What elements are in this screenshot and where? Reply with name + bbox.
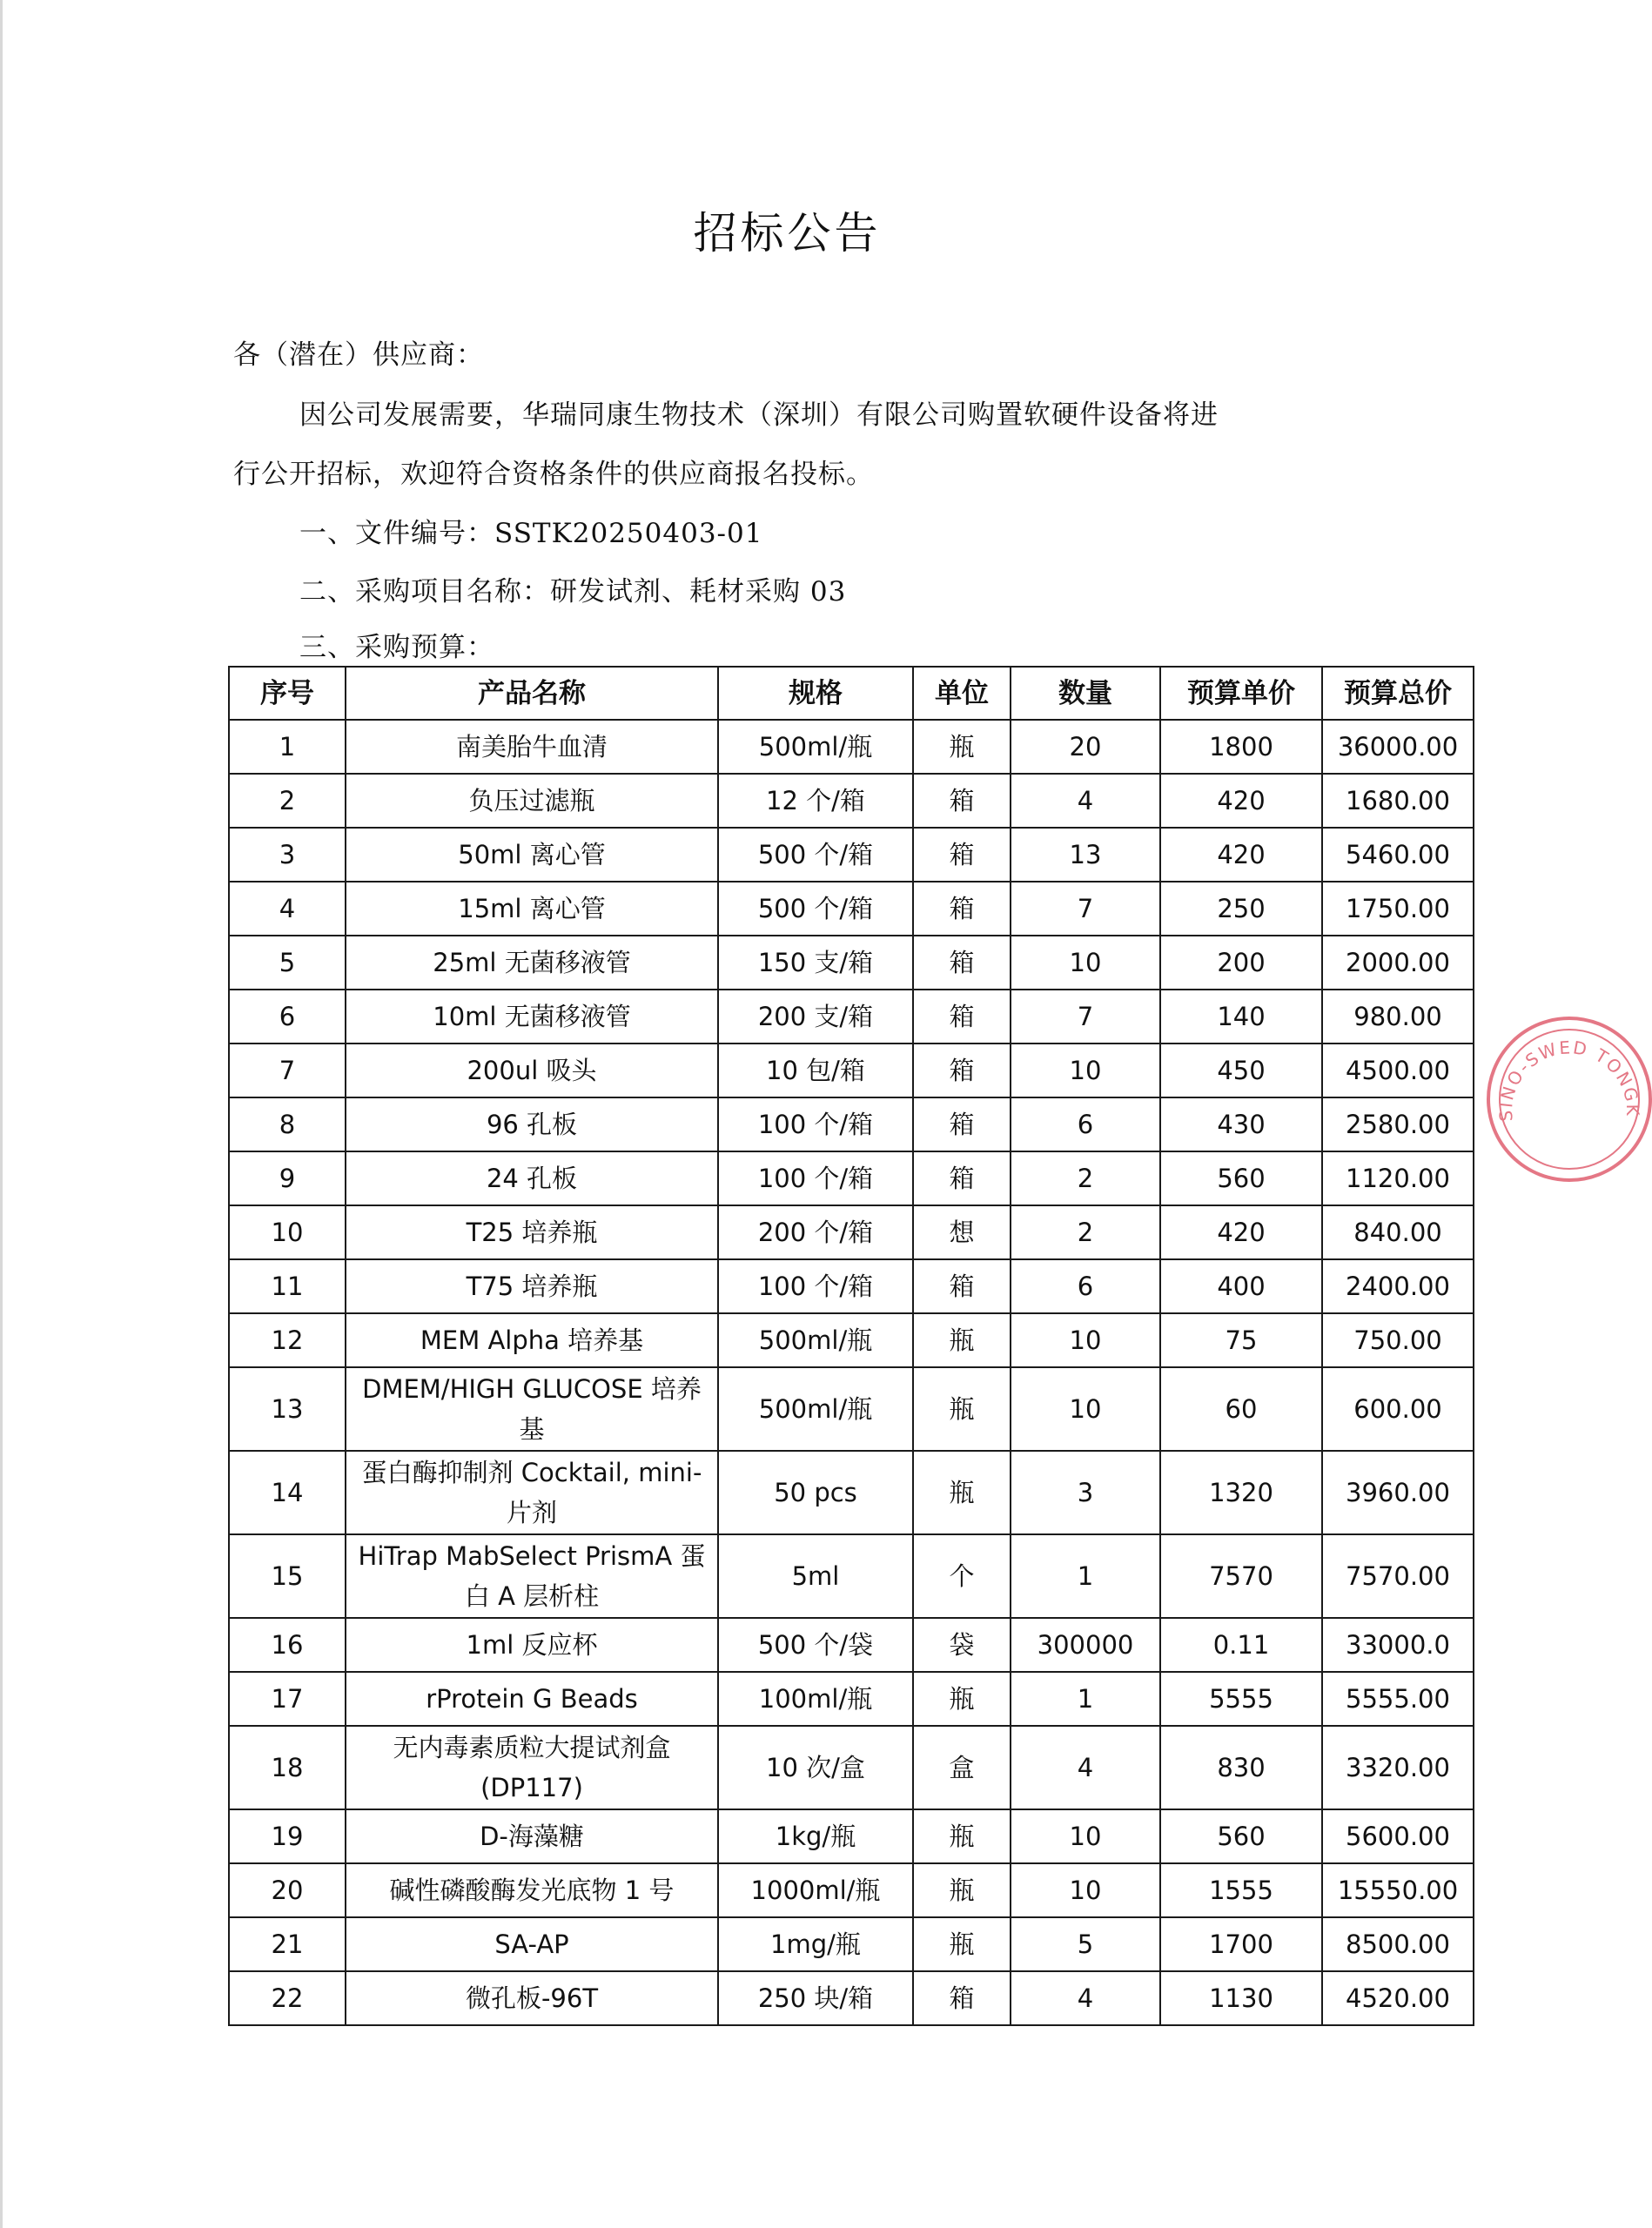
header-qty: 数量 [1011, 667, 1160, 720]
table-row [229, 828, 1474, 882]
cell-spec: 10 包/箱 [718, 1044, 913, 1097]
cell-no: 7 [229, 1044, 346, 1097]
cell-spec: 100 个/箱 [718, 1151, 913, 1205]
cell-qty: 300000 [1011, 1618, 1160, 1672]
cell-no: 11 [229, 1259, 346, 1313]
cell-total: 750.00 [1322, 1313, 1474, 1367]
budget-table [228, 666, 1474, 2026]
cell-qty: 10 [1011, 1313, 1160, 1367]
cell-qty: 7 [1011, 882, 1160, 936]
table-row [229, 1971, 1474, 2025]
cell-spec: 500 个/箱 [718, 828, 913, 882]
cell-unit: 瓶 [913, 720, 1011, 774]
cell-spec: 5ml [718, 1534, 913, 1618]
cell-no: 14 [229, 1451, 346, 1534]
cell-total: 1750.00 [1322, 882, 1474, 936]
cell-spec: 500ml/瓶 [718, 1313, 913, 1367]
svg-text:SINO-SWED TONGK [1495, 1037, 1643, 1122]
cell-total: 5555.00 [1322, 1672, 1474, 1726]
cell-total: 15550.00 [1322, 1863, 1474, 1917]
cell-price: 7570 [1160, 1534, 1322, 1618]
cell-unit: 瓶 [913, 1451, 1011, 1534]
table-row [229, 1672, 1474, 1726]
cell-name: 50ml 离心管 [346, 828, 718, 882]
cell-spec: 10 次/盒 [718, 1726, 913, 1809]
table-row [229, 774, 1474, 828]
cell-name: 蛋白酶抑制剂 Cocktail, mini-片剂 [346, 1451, 718, 1534]
cell-spec: 500ml/瓶 [718, 1367, 913, 1451]
cell-unit: 瓶 [913, 1367, 1011, 1451]
seal-graphic [1487, 1017, 1652, 1182]
cell-spec: 100 个/箱 [718, 1259, 913, 1313]
cell-qty: 2 [1011, 1151, 1160, 1205]
cell-name: HiTrap MabSelect PrismA 蛋白 A 层析柱 [346, 1534, 718, 1618]
cell-no: 4 [229, 882, 346, 936]
table-row [229, 1809, 1474, 1863]
cell-qty: 4 [1011, 1726, 1160, 1809]
header-spec: 规格 [718, 667, 913, 720]
cell-qty: 6 [1011, 1097, 1160, 1151]
cell-price: 450 [1160, 1044, 1322, 1097]
cell-spec: 150 支/箱 [718, 936, 913, 990]
table-row [229, 1367, 1474, 1451]
cell-qty: 4 [1011, 1971, 1160, 2025]
table-row [229, 1917, 1474, 1971]
cell-name: 200ul 吸头 [346, 1044, 718, 1097]
cell-price: 400 [1160, 1259, 1322, 1313]
cell-no: 2 [229, 774, 346, 828]
cell-unit: 箱 [913, 828, 1011, 882]
cell-qty: 10 [1011, 936, 1160, 990]
cell-unit: 箱 [913, 936, 1011, 990]
intro-line-2: 行公开招标，欢迎符合资格条件的供应商报名投标。 [233, 459, 874, 490]
cell-price: 1130 [1160, 1971, 1322, 2025]
header-name: 产品名称 [346, 667, 718, 720]
table-row [229, 1534, 1474, 1618]
cell-qty: 1 [1011, 1672, 1160, 1726]
cell-spec: 200 支/箱 [718, 990, 913, 1044]
cell-no: 9 [229, 1151, 346, 1205]
table-row [229, 1618, 1474, 1672]
cell-total: 2400.00 [1322, 1259, 1474, 1313]
cell-price: 560 [1160, 1809, 1322, 1863]
cell-name: MEM Alpha 培养基 [346, 1313, 718, 1367]
cell-spec: 1mg/瓶 [718, 1917, 913, 1971]
cell-name: 1ml 反应杯 [346, 1618, 718, 1672]
cell-total: 2000.00 [1322, 936, 1474, 990]
cell-total: 3960.00 [1322, 1451, 1474, 1534]
cell-total: 4500.00 [1322, 1044, 1474, 1097]
table-row [229, 720, 1474, 774]
header-total: 预算总价 [1322, 667, 1474, 720]
cell-total: 600.00 [1322, 1367, 1474, 1451]
cell-price: 1555 [1160, 1863, 1322, 1917]
table-row [229, 1863, 1474, 1917]
table-row [229, 1451, 1474, 1534]
cell-price: 430 [1160, 1097, 1322, 1151]
cell-qty: 4 [1011, 774, 1160, 828]
cell-unit: 个 [913, 1534, 1011, 1618]
cell-unit: 箱 [913, 882, 1011, 936]
cell-spec: 50 pcs [718, 1451, 913, 1534]
cell-qty: 5 [1011, 1917, 1160, 1971]
cell-total: 980.00 [1322, 990, 1474, 1044]
cell-name: 96 孔板 [346, 1097, 718, 1151]
cell-qty: 1 [1011, 1534, 1160, 1618]
cell-no: 19 [229, 1809, 346, 1863]
cell-no: 8 [229, 1097, 346, 1151]
cell-total: 840.00 [1322, 1205, 1474, 1259]
table-row [229, 936, 1474, 990]
cell-total: 5460.00 [1322, 828, 1474, 882]
cell-unit: 盒 [913, 1726, 1011, 1809]
cell-no: 6 [229, 990, 346, 1044]
cell-qty: 3 [1011, 1451, 1160, 1534]
cell-name: T25 培养瓶 [346, 1205, 718, 1259]
page-scan-edge [0, 0, 3, 2228]
cell-qty: 2 [1011, 1205, 1160, 1259]
cell-unit: 瓶 [913, 1672, 1011, 1726]
cell-unit: 箱 [913, 1151, 1011, 1205]
cell-no: 17 [229, 1672, 346, 1726]
cell-total: 33000.0 [1322, 1618, 1474, 1672]
cell-total: 1120.00 [1322, 1151, 1474, 1205]
cell-name: D-海藻糖 [346, 1809, 718, 1863]
file-number: 一、文件编号：SSTK20250403-01 [299, 518, 763, 549]
cell-unit: 箱 [913, 1097, 1011, 1151]
cell-total: 2580.00 [1322, 1097, 1474, 1151]
cell-name: rProtein G Beads [346, 1672, 718, 1726]
cell-price: 560 [1160, 1151, 1322, 1205]
cell-unit: 箱 [913, 990, 1011, 1044]
cell-unit: 瓶 [913, 1917, 1011, 1971]
cell-price: 200 [1160, 936, 1322, 990]
cell-total: 4520.00 [1322, 1971, 1474, 2025]
table-row [229, 1726, 1474, 1809]
table-header-row [229, 667, 1474, 720]
cell-qty: 20 [1011, 720, 1160, 774]
cell-spec: 100ml/瓶 [718, 1672, 913, 1726]
cell-no: 3 [229, 828, 346, 882]
cell-name: 南美胎牛血清 [346, 720, 718, 774]
table-row [229, 1259, 1474, 1313]
cell-unit: 箱 [913, 1044, 1011, 1097]
cell-qty: 13 [1011, 828, 1160, 882]
cell-name: 微孔板-96T [346, 1971, 718, 2025]
cell-price: 60 [1160, 1367, 1322, 1451]
budget-heading: 三、采购预算： [299, 632, 494, 663]
cell-name: DMEM/HIGH GLUCOSE 培养基 [346, 1367, 718, 1451]
cell-no: 5 [229, 936, 346, 990]
cell-qty: 10 [1011, 1367, 1160, 1451]
cell-spec: 1000ml/瓶 [718, 1863, 913, 1917]
table-row [229, 1205, 1474, 1259]
table-row [229, 990, 1474, 1044]
cell-name: 24 孔板 [346, 1151, 718, 1205]
cell-no: 13 [229, 1367, 346, 1451]
cell-name: 碱性磷酸酶发光底物 1 号 [346, 1863, 718, 1917]
cell-price: 75 [1160, 1313, 1322, 1367]
cell-spec: 100 个/箱 [718, 1097, 913, 1151]
cell-price: 5555 [1160, 1672, 1322, 1726]
cell-spec: 500 个/箱 [718, 882, 913, 936]
cell-qty: 10 [1011, 1044, 1160, 1097]
cell-price: 830 [1160, 1726, 1322, 1809]
project-name: 二、采购项目名称：研发试剂、耗材采购 03 [299, 576, 847, 607]
cell-price: 0.11 [1160, 1618, 1322, 1672]
salutation: 各（潜在）供应商： [233, 339, 484, 371]
cell-unit: 想 [913, 1205, 1011, 1259]
cell-price: 250 [1160, 882, 1322, 936]
seal-text: SINO-SWED TONGK [1494, 1037, 1644, 1123]
cell-qty: 10 [1011, 1809, 1160, 1863]
cell-no: 22 [229, 1971, 346, 2025]
cell-unit: 瓶 [913, 1809, 1011, 1863]
header-no: 序号 [229, 667, 346, 720]
cell-no: 1 [229, 720, 346, 774]
table-row [229, 1097, 1474, 1151]
cell-name: 负压过滤瓶 [346, 774, 718, 828]
header-unit: 单位 [913, 667, 1011, 720]
cell-price: 140 [1160, 990, 1322, 1044]
cell-name: 15ml 离心管 [346, 882, 718, 936]
cell-spec: 200 个/箱 [718, 1205, 913, 1259]
cell-spec: 1kg/瓶 [718, 1809, 913, 1863]
cell-total: 8500.00 [1322, 1917, 1474, 1971]
table-row [229, 1313, 1474, 1367]
intro-line-1: 因公司发展需要，华瑞同康生物技术（深圳）有限公司购置软硬件设备将进 [299, 399, 1219, 431]
cell-no: 10 [229, 1205, 346, 1259]
cell-price: 1320 [1160, 1451, 1322, 1534]
cell-unit: 瓶 [913, 1863, 1011, 1917]
cell-spec: 500ml/瓶 [718, 720, 913, 774]
cell-no: 15 [229, 1534, 346, 1618]
cell-name: 无内毒素质粒大提试剂盒(DP117) [346, 1726, 718, 1809]
cell-no: 18 [229, 1726, 346, 1809]
cell-spec: 250 块/箱 [718, 1971, 913, 2025]
cell-qty: 10 [1011, 1863, 1160, 1917]
cell-name: T75 培养瓶 [346, 1259, 718, 1313]
cell-unit: 瓶 [913, 1313, 1011, 1367]
cell-price: 420 [1160, 1205, 1322, 1259]
cell-name: 25ml 无菌移液管 [346, 936, 718, 990]
cell-spec: 500 个/袋 [718, 1618, 913, 1672]
cell-price: 1800 [1160, 720, 1322, 774]
company-seal [1487, 1017, 1652, 1182]
cell-total: 7570.00 [1322, 1534, 1474, 1618]
cell-qty: 6 [1011, 1259, 1160, 1313]
cell-price: 420 [1160, 828, 1322, 882]
cell-total: 1680.00 [1322, 774, 1474, 828]
table-row [229, 1044, 1474, 1097]
cell-price: 1700 [1160, 1917, 1322, 1971]
header-price: 预算单价 [1160, 667, 1322, 720]
cell-total: 3320.00 [1322, 1726, 1474, 1809]
page-title: 招标公告 [693, 208, 882, 258]
cell-total: 36000.00 [1322, 720, 1474, 774]
table-row [229, 882, 1474, 936]
cell-unit: 箱 [913, 1971, 1011, 2025]
cell-price: 420 [1160, 774, 1322, 828]
cell-total: 5600.00 [1322, 1809, 1474, 1863]
cell-no: 20 [229, 1863, 346, 1917]
cell-unit: 箱 [913, 1259, 1011, 1313]
table-row [229, 1151, 1474, 1205]
cell-no: 21 [229, 1917, 346, 1971]
cell-name: SA-AP [346, 1917, 718, 1971]
cell-spec: 12 个/箱 [718, 774, 913, 828]
cell-unit: 袋 [913, 1618, 1011, 1672]
cell-name: 10ml 无菌移液管 [346, 990, 718, 1044]
cell-no: 16 [229, 1618, 346, 1672]
cell-qty: 7 [1011, 990, 1160, 1044]
cell-unit: 箱 [913, 774, 1011, 828]
cell-no: 12 [229, 1313, 346, 1367]
